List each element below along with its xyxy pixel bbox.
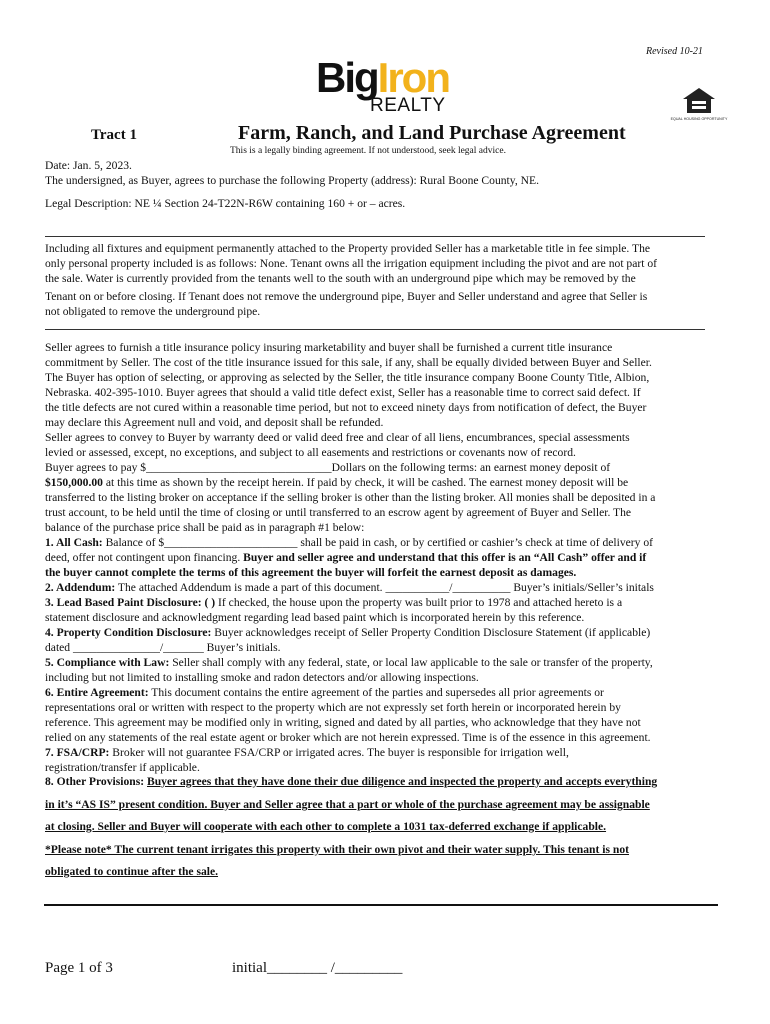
item-all-cash-3: the buyer cannot complete the terms of this agreement the buyer will forfeit the earnest deposit as damages. <box>45 566 577 579</box>
item-lead-paint <box>45 595 622 610</box>
item-label: 4. Property Condition Disclosure: <box>45 626 212 639</box>
item-other-provisions-4: *Please note* The current tenant irrigates this property with their own pivot and their water supply. This tenant is not <box>45 843 630 856</box>
title-insurance-line: Seller agrees to furnish a title insurance policy insuring marketability and buyer shall be furnished a current title insurance <box>45 341 613 354</box>
logo-text-realty: REALTY <box>370 95 446 116</box>
title-insurance-line: The Buyer has option of selecting, or approving as selected by the Seller, the title insurance company Boone County Title, Albion, <box>45 371 650 384</box>
item-other-provisions-5: obligated to continue after the sale. <box>45 865 219 878</box>
equal-housing-label: EQUAL HOUSING OPPORTUNITY <box>670 117 728 121</box>
bigiron-realty-logo <box>316 55 464 119</box>
item-text: If checked, the house upon the property was built prior to 1978 and attached hereto is a <box>215 596 623 609</box>
item-text: The attached Addendum is made a part of this document. ___________/__________ Buyer’s initials/Seller’s initals <box>115 581 654 594</box>
item-entire-agreement-4: relied on any statements of the real estate agent or broker which are not herein expressed. Time is of the essence in this agreement. <box>45 731 651 744</box>
fixtures-line: Tenant on or before closing. If Tenant does not remove the underground pipe, Buyer and Seller understand and agree that Seller is <box>45 290 648 303</box>
document-subtitle: This is a legally binding agreement. If not understood, seek legal advice. <box>230 146 506 156</box>
logo-text-big: Big <box>316 54 378 101</box>
title-insurance-line: the title defects are not cured within a reasonable time period, but not to exceed ninety days from notification of defect, the Buyer <box>45 401 647 414</box>
item-entire-agreement-2: representations oral or written with respect to the property which are not expressly set forth herein or incorporated herein by <box>45 701 621 714</box>
item-colon: : <box>140 775 147 788</box>
item-fsa-crp <box>45 745 569 760</box>
item-compliance-2: including but not limited to installing smoke and radon detectors and/or allowing inspections. <box>45 671 479 684</box>
earnest-amount: $150,000.00 <box>45 476 103 489</box>
item-label: 2. Addendum: <box>45 581 116 594</box>
item-all-cash-2 <box>45 550 646 565</box>
item-bold-text: Buyer agrees that they have done their due diligence and inspected the property and accepts everything <box>147 775 658 788</box>
item-bold-text: in it’s “AS IS” present condition. <box>45 798 208 811</box>
fixtures-line: not obligated to remove the underground pipe. <box>45 305 261 318</box>
item-label: 8. Other Provisions <box>45 775 141 788</box>
item-text: This document contains the entire agreement of the parties and supersedes all prior agreements or <box>148 686 604 699</box>
item-bold-text: Buyer and seller agree and understand that this offer is an “All Cash” offer and if <box>243 551 647 564</box>
convey-line: Seller agrees to convey to Buyer by warranty deed or valid deed free and clear of all liens, encumbrances, special assessments <box>45 431 630 444</box>
item-text: Buyer acknowledges receipt of Seller Property Condition Disclosure Statement (if applicable) <box>211 626 651 639</box>
title-insurance-line: commitment by Seller. The cost of the title insurance issued for this sale, if any, shall be equally divided between Buyer and Seller. <box>45 356 652 369</box>
title-insurance-line: may declare this Agreement null and void, and deposit shall be refunded. <box>45 416 384 429</box>
item-text: Balance of $_______________________ shall be paid in cash, or by certified or cashier’s check at time of delivery of <box>102 536 654 549</box>
item-entire-agreement-3: reference. This agreement may be modified only in writing, signed and dated by all parties, who acknowledge that they have not <box>45 716 641 729</box>
item-other-provisions <box>45 774 657 789</box>
earnest-line: balance of the purchase price shall be paid as in paragraph #1 below: <box>45 521 365 534</box>
logo-text-iron: Iron <box>377 54 449 101</box>
item-property-condition <box>45 625 650 640</box>
footer-divider <box>44 904 718 906</box>
item-compliance <box>45 655 653 670</box>
item-property-condition-2: dated _______________/_______ Buyer’s initials. <box>45 641 281 654</box>
buyer-pay-line: Buyer agrees to pay $________________________________Dollars on the following terms: an earnest money deposit of <box>45 461 611 474</box>
fixtures-line: only personal property included is as follows: None. Tenant owns all the irrigation equipment including the pivot and are not part of <box>45 257 658 270</box>
earnest-line: transferred to the listing broker on acceptance if the selling broker is other than the listing broker. All monies shall be deposited in a <box>45 491 656 504</box>
earnest-line: trust account, to be held until the time of closing or until transferred to an escrow agent by agreement of Buyer and Seller. The <box>45 506 632 519</box>
item-label: 7. FSA/CRP: <box>45 746 110 759</box>
divider <box>45 236 705 237</box>
item-entire-agreement <box>45 685 604 700</box>
page-number: Page 1 of 3 <box>45 960 113 976</box>
item-label: 1. All Cash: <box>45 536 103 549</box>
item-other-provisions-3: at closing. Seller and Buyer will cooperate with each other to complete a 1031 tax-deferred exchange if applicable. <box>45 820 607 833</box>
item-lead-paint-2: statement disclosure and acknowledgment regarding lead based paint which is incorporated herein by this reference. <box>45 611 585 624</box>
item-all-cash <box>45 535 653 550</box>
fixtures-line: Including all fixtures and equipment permanently attached to the Property provided Seller has a marketable title in fee simple. The <box>45 242 651 255</box>
earnest-line <box>45 475 628 490</box>
item-fsa-crp-2: registration/transfer if applicable. <box>45 761 200 774</box>
title-insurance-line: Nebraska. 402-395-1010. Buyer agrees that should a valid title defect exist, Seller has a reasonable time to correct said defect. If <box>45 386 641 399</box>
item-other-provisions-2 <box>45 797 650 812</box>
item-label: 6. Entire Agreement: <box>45 686 149 699</box>
tract-label: Tract 1 <box>91 127 137 143</box>
item-text: Seller shall comply with any federal, state, or local law applicable to the sale or transfer of the property, <box>169 656 653 669</box>
convey-line: levied or assessed, except, no exceptions, and subject to all easements and restrictions or covenants now of record. <box>45 446 576 459</box>
undersigned-line: The undersigned, as Buyer, agrees to purchase the following Property (address): Rural Boone County, NE. <box>45 174 539 187</box>
item-bold-text: Buyer and Seller agree that a part or whole of the purchase agreement may be assignable <box>207 798 650 811</box>
divider <box>45 329 705 330</box>
item-text: Broker will not guarantee FSA/CRP or irrigated acres. The buyer is responsible for irrigation well, <box>109 746 569 759</box>
item-label: 3. Lead Based Paint Disclosure: ( ) <box>45 596 216 609</box>
item-text: deed, offer not contingent upon financing. <box>45 551 244 564</box>
initial-field: initial________ /_________ <box>232 960 403 976</box>
legal-description: Legal Description: NE ¼ Section 24-T22N-R6W containing 160 + or – acres. <box>45 197 406 210</box>
document-title: Farm, Ranch, and Land Purchase Agreement <box>238 122 626 144</box>
fixtures-line: the sale. Water is currently provided from the tenants well to the south with an underground pipe which may be removed by the <box>45 272 636 285</box>
item-label: 5. Compliance with Law: <box>45 656 170 669</box>
revised-date: Revised 10-21 <box>646 46 703 57</box>
date-line: Date: Jan. 5, 2023. <box>45 159 132 172</box>
equal-housing-icon <box>670 86 728 122</box>
item-addendum <box>45 580 654 595</box>
earnest-text: at this time as shown by the receipt herein. If paid by check, it will be cashed. The earnest money deposit will be <box>102 476 629 489</box>
